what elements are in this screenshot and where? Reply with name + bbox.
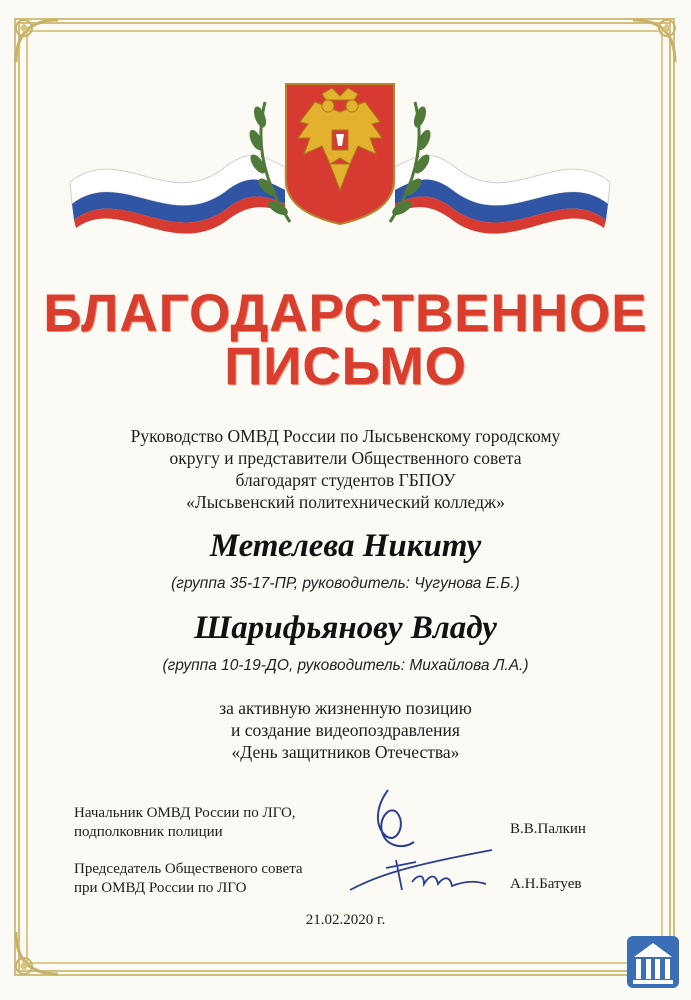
signatory-name: А.Н.Батуев — [510, 876, 582, 892]
recipient-name: Шарифьянову Владу — [194, 610, 497, 646]
intro-line: благодарят студентов ГБПОУ — [235, 470, 456, 490]
college-logo-icon — [626, 935, 680, 989]
reason-line: «День защитников Отечества» — [231, 742, 460, 762]
recipient-group: (группа 35-17-ПР, руководитель: Чугунова Е.Б.) — [171, 575, 520, 592]
intro-line: Руководство ОМВД России по Лысьвенскому городскому — [130, 426, 561, 446]
corner-ornament-icon — [627, 14, 681, 68]
recipient-group: (группа 10-19-ДО, руководитель: Михайлова Л.А.) — [162, 657, 529, 674]
intro-line: округу и представители Общественного совета — [169, 448, 522, 468]
coat-of-arms-icon — [286, 84, 394, 224]
corner-ornament-icon — [10, 926, 64, 980]
issue-date: 21.02.2020 г. — [305, 912, 386, 928]
signature-icon — [346, 846, 496, 902]
document-title-line1: БЛАГОДАРСТВЕННОЕ — [43, 284, 648, 343]
document-title-line2: ПИСЬМО — [224, 337, 467, 396]
signatory-position: Начальник ОМВД России по ЛГО, — [74, 805, 296, 821]
intro-line: «Лысьвенский политехнический колледж» — [186, 492, 505, 512]
corner-ornament-icon — [10, 14, 64, 68]
reason-line: за активную жизненную позицию — [219, 698, 472, 718]
signatory-position: при ОМВД России по ЛГО — [74, 880, 247, 896]
emblem-header — [60, 72, 620, 242]
signatory-position: Председатель Общественого совета — [74, 861, 303, 877]
signatory-name: В.В.Палкин — [510, 821, 586, 837]
reason-line: и создание видеопоздравления — [231, 720, 460, 740]
signatory-position: подполковник полиции — [74, 824, 223, 840]
recipient-name: Метелева Никиту — [209, 528, 482, 564]
